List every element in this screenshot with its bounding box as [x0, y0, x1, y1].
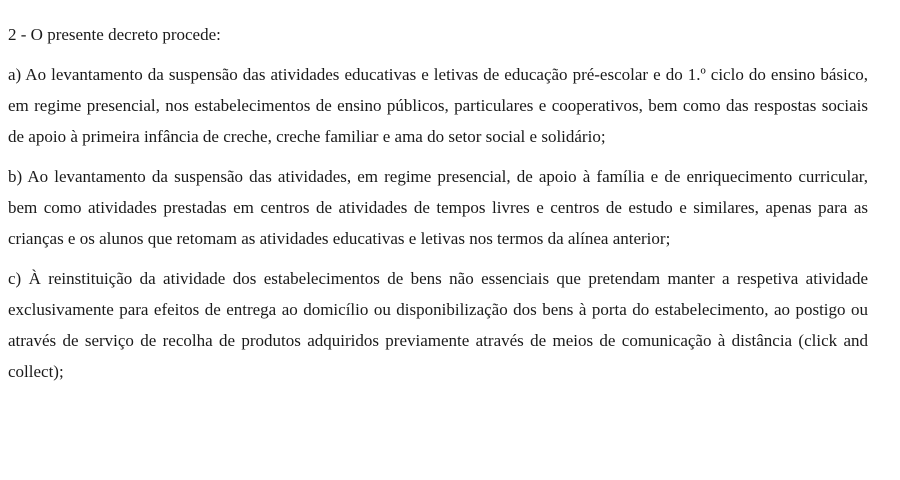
paragraph-a: a) Ao levantamento da suspensão das atividades educativas e letivas de educação pré-escolar e do 1.º ciclo do ensino básico, em regime presencial, nos estabelecimentos de ensino públicos, particulares e cooperativos, bem como das respostas sociais de apoio à primeira infância de creche, creche familiar e ama do setor social e solidário; [8, 65, 868, 146]
paragraph-c: c) À reinstituição da atividade dos estabelecimentos de bens não essenciais que pretendam manter a respetiva atividade exclusivamente para efeitos de entrega ao domicílio ou disponibilização dos bens à porta do estabelecimento, ao postigo ou através de serviço de recolha de produtos adquiridos previamente através de meios de comunicação à distância (click and collect); [8, 269, 868, 381]
decree-intro: 2 - O presente decreto procede: [8, 25, 221, 44]
paragraph-b: b) Ao levantamento da suspensão das atividades, em regime presencial, de apoio à família e de enriquecimento curricular, bem como atividades prestadas em centros de atividades de tempos livres e centros de estudo e similares, apenas para as crianças e os alunos que retomam as atividades educativas e letivas nos termos da alínea anterior; [8, 167, 868, 248]
